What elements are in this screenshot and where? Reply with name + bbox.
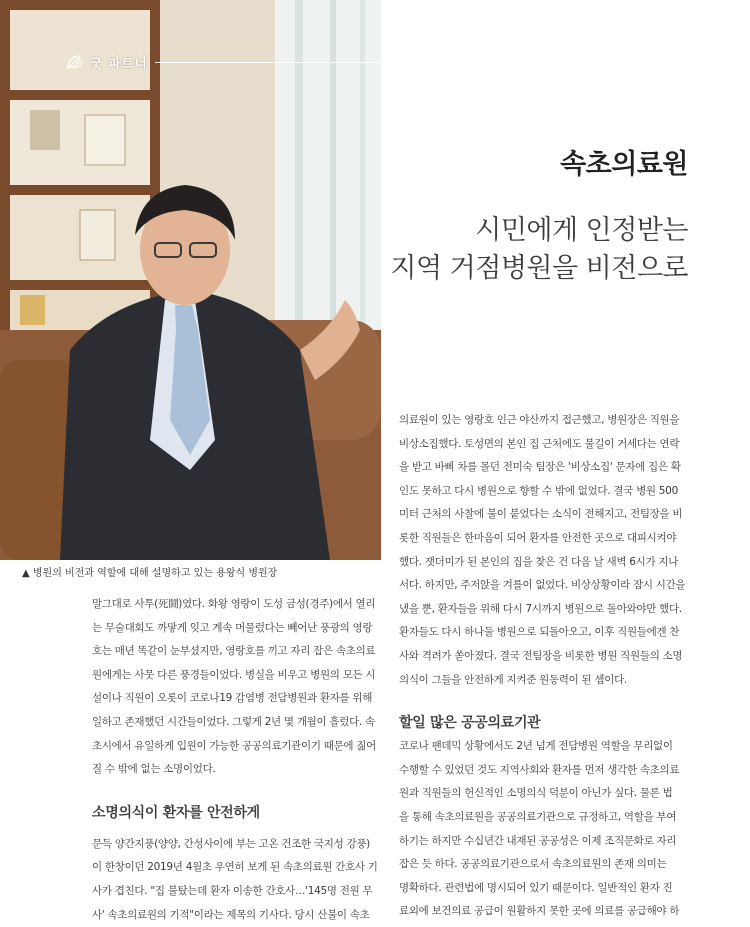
text-line: 료외에 보건의료 공급이 원활하지 못한 곳에 의료를 공급해야 하	[399, 905, 680, 918]
subtitle-line: 지역 거점병원을 비전으로	[390, 253, 688, 284]
article-subtitle	[390, 212, 688, 288]
text-line: 이 한창이던 2019년 4월초 우연히 보게 된 속초의료원 간호사 기	[92, 861, 378, 874]
text-line: 을 받고 바삐 차를 몰던 전미숙 팀장은 '비상소집' 문자에 집은 확	[399, 461, 681, 474]
director-photo	[0, 0, 381, 560]
text-line: 미터 근처의 사찰에 불이 붙었다는 소식이 전해지고, 전팀장을 비	[399, 508, 683, 521]
text-line: 잡은 듯 하다. 공공의료기관으로서 속초의료원의 존재 의미는	[399, 858, 667, 871]
text-line: 는 무술대회도 까맣게 잊고 계속 머물렀다는 빼어난 풍광의 영랑	[92, 621, 373, 634]
text-line: 서다. 하지만, 주저앉을 겨를이 없었다. 비상상황이라 잠시 시간을	[399, 579, 685, 592]
body-paragraph	[92, 593, 382, 782]
text-line: 설이나 직원이 오롯이 코로나19 감염병 전담병원과 환자를 위해	[92, 692, 373, 705]
text-line: 말그대로 사투(死鬪)였다. 화왕 영랑이 도성 금성(경주)에서 열리	[92, 598, 376, 610]
section-tag-label: 굿 파트너	[90, 56, 148, 72]
text-line: 사' 속초의료원의 기적"이라는 제목의 기사다. 당시 산불이 속초	[92, 908, 370, 921]
subtitle-line: 시민에게 인정받는	[475, 215, 688, 246]
left-column	[92, 593, 382, 927]
text-line: 원에게는 사뭇 다른 풍경들이었다. 병실을 비우고 병원의 모든 시	[92, 668, 376, 681]
text-line: 일하고 존재했던 시간들이었다. 그렇게 2년 몇 개월이 흘렀다. 속	[92, 715, 375, 728]
text-line: 초시에서 유일하게 입원이 가능한 공공의료기관이기 때문에 짊어	[92, 739, 376, 752]
section-heading: 할일 많은 공공의료기관	[399, 715, 541, 732]
article-title: 속초의료원	[560, 149, 688, 180]
section-tag	[66, 52, 425, 72]
leaf-icon	[66, 54, 84, 70]
text-line: 환자들도 다시 하나둘 병원으로 되돌아오고, 이후 직원들에겐 찬	[399, 626, 680, 639]
text-line: 의식이 그들을 안전하게 지켜준 원동력이 된 셈이다.	[399, 673, 627, 686]
text-line: 질 수 밖에 없는 소명이었다.	[92, 763, 216, 776]
right-column	[399, 409, 685, 924]
text-line: 했다. 잿더미가 된 본인의 집을 찾은 건 다음 날 새벽 6시가 지나	[399, 555, 679, 568]
section-heading: 소명의식이 환자를 안전하게	[92, 804, 260, 821]
text-line: 문득 양간지풍(양양, 간성사이에 부는 고온 건조한 국지성 강풍)	[92, 837, 370, 850]
text-line: 명확하다. 관련법에 명시되어 있기 때문이다. 일반적인 환자 진	[399, 881, 673, 894]
section-tag-rule	[155, 62, 425, 63]
text-line: 원과 직원들의 헌신적인 소명의식 덕분이 아닌가 싶다. 물론 법	[399, 787, 673, 800]
text-line: 사와 격려가 쏟아졌다. 결국 전팀장을 비롯한 병원 직원들의 소명	[399, 649, 683, 662]
body-paragraph	[399, 735, 685, 924]
text-line: 을 통해 속초의료원을 공공의료기관으로 규정하고, 역할을 부여	[399, 810, 677, 823]
body-paragraph	[92, 833, 382, 927]
body-paragraph	[399, 409, 685, 692]
text-line: 코로나 팬데믹 상황에서도 2년 넘게 전담병원 역할을 무리없이	[399, 740, 673, 753]
text-line: 인도 못하고 다시 병원으로 향할 수 밖에 없었다. 결국 병원 500	[399, 484, 678, 497]
text-line: 냈을 뿐, 환자들을 위해 다시 7시까지 병원으로 돌아와야만 했다.	[399, 602, 682, 615]
text-line: 호는 매년 똑같이 눈부셨지만, 영랑호를 끼고 자리 잡은 속초의료	[92, 645, 376, 658]
text-line: 수행할 수 있었던 것도 지역사회와 환자를 먼저 생각한 속초의료	[399, 763, 680, 776]
text-line: 사가 겹친다. "집 불탔는데 환자 이송한 간호사…'145명 전원 무	[92, 884, 373, 897]
text-line: 의료원이 있는 영랑호 인근 야산까지 접근했고, 병원장은 직원을	[399, 414, 680, 426]
photo-caption: ▲ 병원의 비전과 역할에 대해 설명하고 있는 용왕식 병원장	[22, 568, 278, 579]
text-line: 하기는 하지만 수십년간 내재된 공공성은 이제 조직문화로 자리	[399, 834, 677, 847]
text-line: 비상소집했다. 토성면의 본인 집 근처에도 불길이 거세다는 연락	[399, 437, 680, 450]
text-line: 롯한 직원들은 한마음이 되어 환자를 안전한 곳으로 대피시켜야	[399, 531, 677, 544]
